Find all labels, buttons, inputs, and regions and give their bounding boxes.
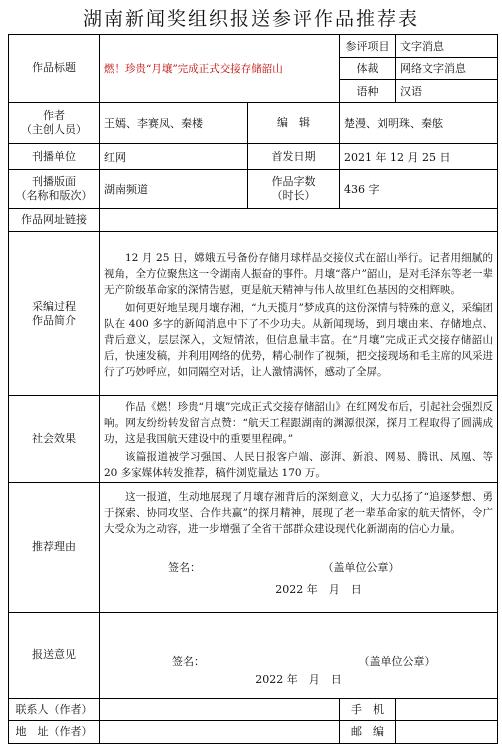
phone-value[interactable] — [396, 698, 498, 721]
section-value: 湖南频道 — [100, 170, 248, 209]
reason-seal: （盖单位公章） — [322, 561, 400, 575]
genre-value: 网络文字消息 — [396, 57, 498, 80]
opinion-label: 报送意见 — [9, 612, 100, 698]
section-label: 刊播版面 （名称和版次） — [9, 170, 100, 209]
word-count-label: 作品字数 （时长） — [248, 170, 340, 209]
reason-label: 推荐理由 — [9, 483, 100, 612]
opinion-seal: （盖单位公章） — [358, 654, 436, 668]
reason-sign-label: 签名： — [168, 561, 201, 575]
opinion-sign-label: 签名： — [172, 654, 205, 668]
postcode-label: 邮 编 — [340, 721, 396, 744]
editors-value: 楚漫、刘明珠、秦舷 — [340, 102, 498, 143]
contact-label: 联系人（作者） — [9, 698, 100, 721]
url-value[interactable] — [100, 209, 498, 232]
genre-label: 体裁 — [340, 57, 396, 80]
reason-text: 这一报道，生动地展现了月壤存湘背后的深刻意义，大力弘扬了“追逐梦想、勇于探索、协同攻坚、合作共赢”的探月精神，展现了老一辈革命家的航天情怀，令广大受众为之动容，进一步增强了全省干部群众建设现代化新湖南的信心力量。 — [104, 491, 494, 536]
word-count-value: 436 字 — [340, 170, 498, 209]
process-label: 采编过程 作品简介 — [9, 231, 100, 395]
page-title: 湖南新闻奖组织报送参评作品推荐表 — [82, 8, 419, 30]
language-label: 语种 — [340, 80, 396, 103]
author-label: 作者 （主创人员） — [9, 102, 100, 143]
address-value[interactable] — [100, 721, 340, 744]
process-paragraph-1: 12 月 25 日，嫦娥五号备份存储月球样品交接仪式在韶山举行。记者用细腻的视角，全方位聚焦这一令湖南人振奋的事件。月壤“落户”韶山，是对毛泽东等老一辈无产阶级革命家的深情告慰，更是航天精神与伟人故里红色基因的交相辉映。 — [104, 251, 494, 296]
effect-label: 社会效果 — [9, 396, 100, 483]
authors-value: 王嫣、李赛凤、秦楼 — [100, 102, 248, 143]
pub-date-label: 首发日期 — [248, 143, 340, 170]
recommendation-form — [8, 34, 498, 744]
postcode-value[interactable] — [396, 721, 498, 744]
url-label: 作品网址链接 — [9, 209, 100, 232]
phone-label: 手 机 — [340, 698, 396, 721]
opinion-date: 2022 年 月 日 — [255, 672, 342, 686]
work-title-label: 作品标题 — [9, 35, 100, 103]
editor-label: 编 辑 — [248, 102, 340, 143]
language-value: 汉语 — [396, 80, 498, 103]
publisher-value: 红网 — [100, 143, 248, 170]
publisher-label: 刊播单位 — [9, 143, 100, 170]
process-paragraph-2: 如何更好地呈现月壤存湘，“九天揽月”梦成真的这份深情与特殊的意义，采编团队在 400 多字的新闻消息中下了不少功夫。从新闻现场，到月壤由来、存储地点、背后意义，层层深入，文短情浓，但信息量丰富。在“月壤”完成正式交接存储韶山后，快速发稿，并利用网络的优势，精心制作了视频，把交接现场和毛主席的风采进行了巧妙呼应，如同隔空对话，让人激情满怀，感动了全屏。 — [104, 301, 494, 378]
category-value: 文字消息 — [396, 35, 498, 58]
address-label: 地 址（作者） — [9, 721, 100, 744]
work-title: 燃！珍贵“月壤”完成正式交接存储韶山 — [100, 35, 340, 103]
effect-paragraph-2: 该篇报道被学习强国、人民日报客户端、澎湃、新浪、网易、腾讯、凤凰、等 20 多家媒体转发推荐，稿件浏览量达 170 万。 — [104, 451, 494, 480]
contact-value[interactable] — [100, 698, 340, 721]
reason-date: 2022 年 月 日 — [275, 583, 362, 597]
category-label: 参评项目 — [340, 35, 396, 58]
pub-date-value: 2021 年 12 月 25 日 — [340, 143, 498, 170]
effect-paragraph-1: 作品《燃！珍贵“月壤”完成正式交接存储韶山》在红网发布后，引起社会强烈反响。网友纷纷转发留言点赞：“航天工程跟湖南的渊源很深，探月工程取得了圆满成功，这是我国航天建设中的重要里程碑。” — [104, 401, 494, 446]
